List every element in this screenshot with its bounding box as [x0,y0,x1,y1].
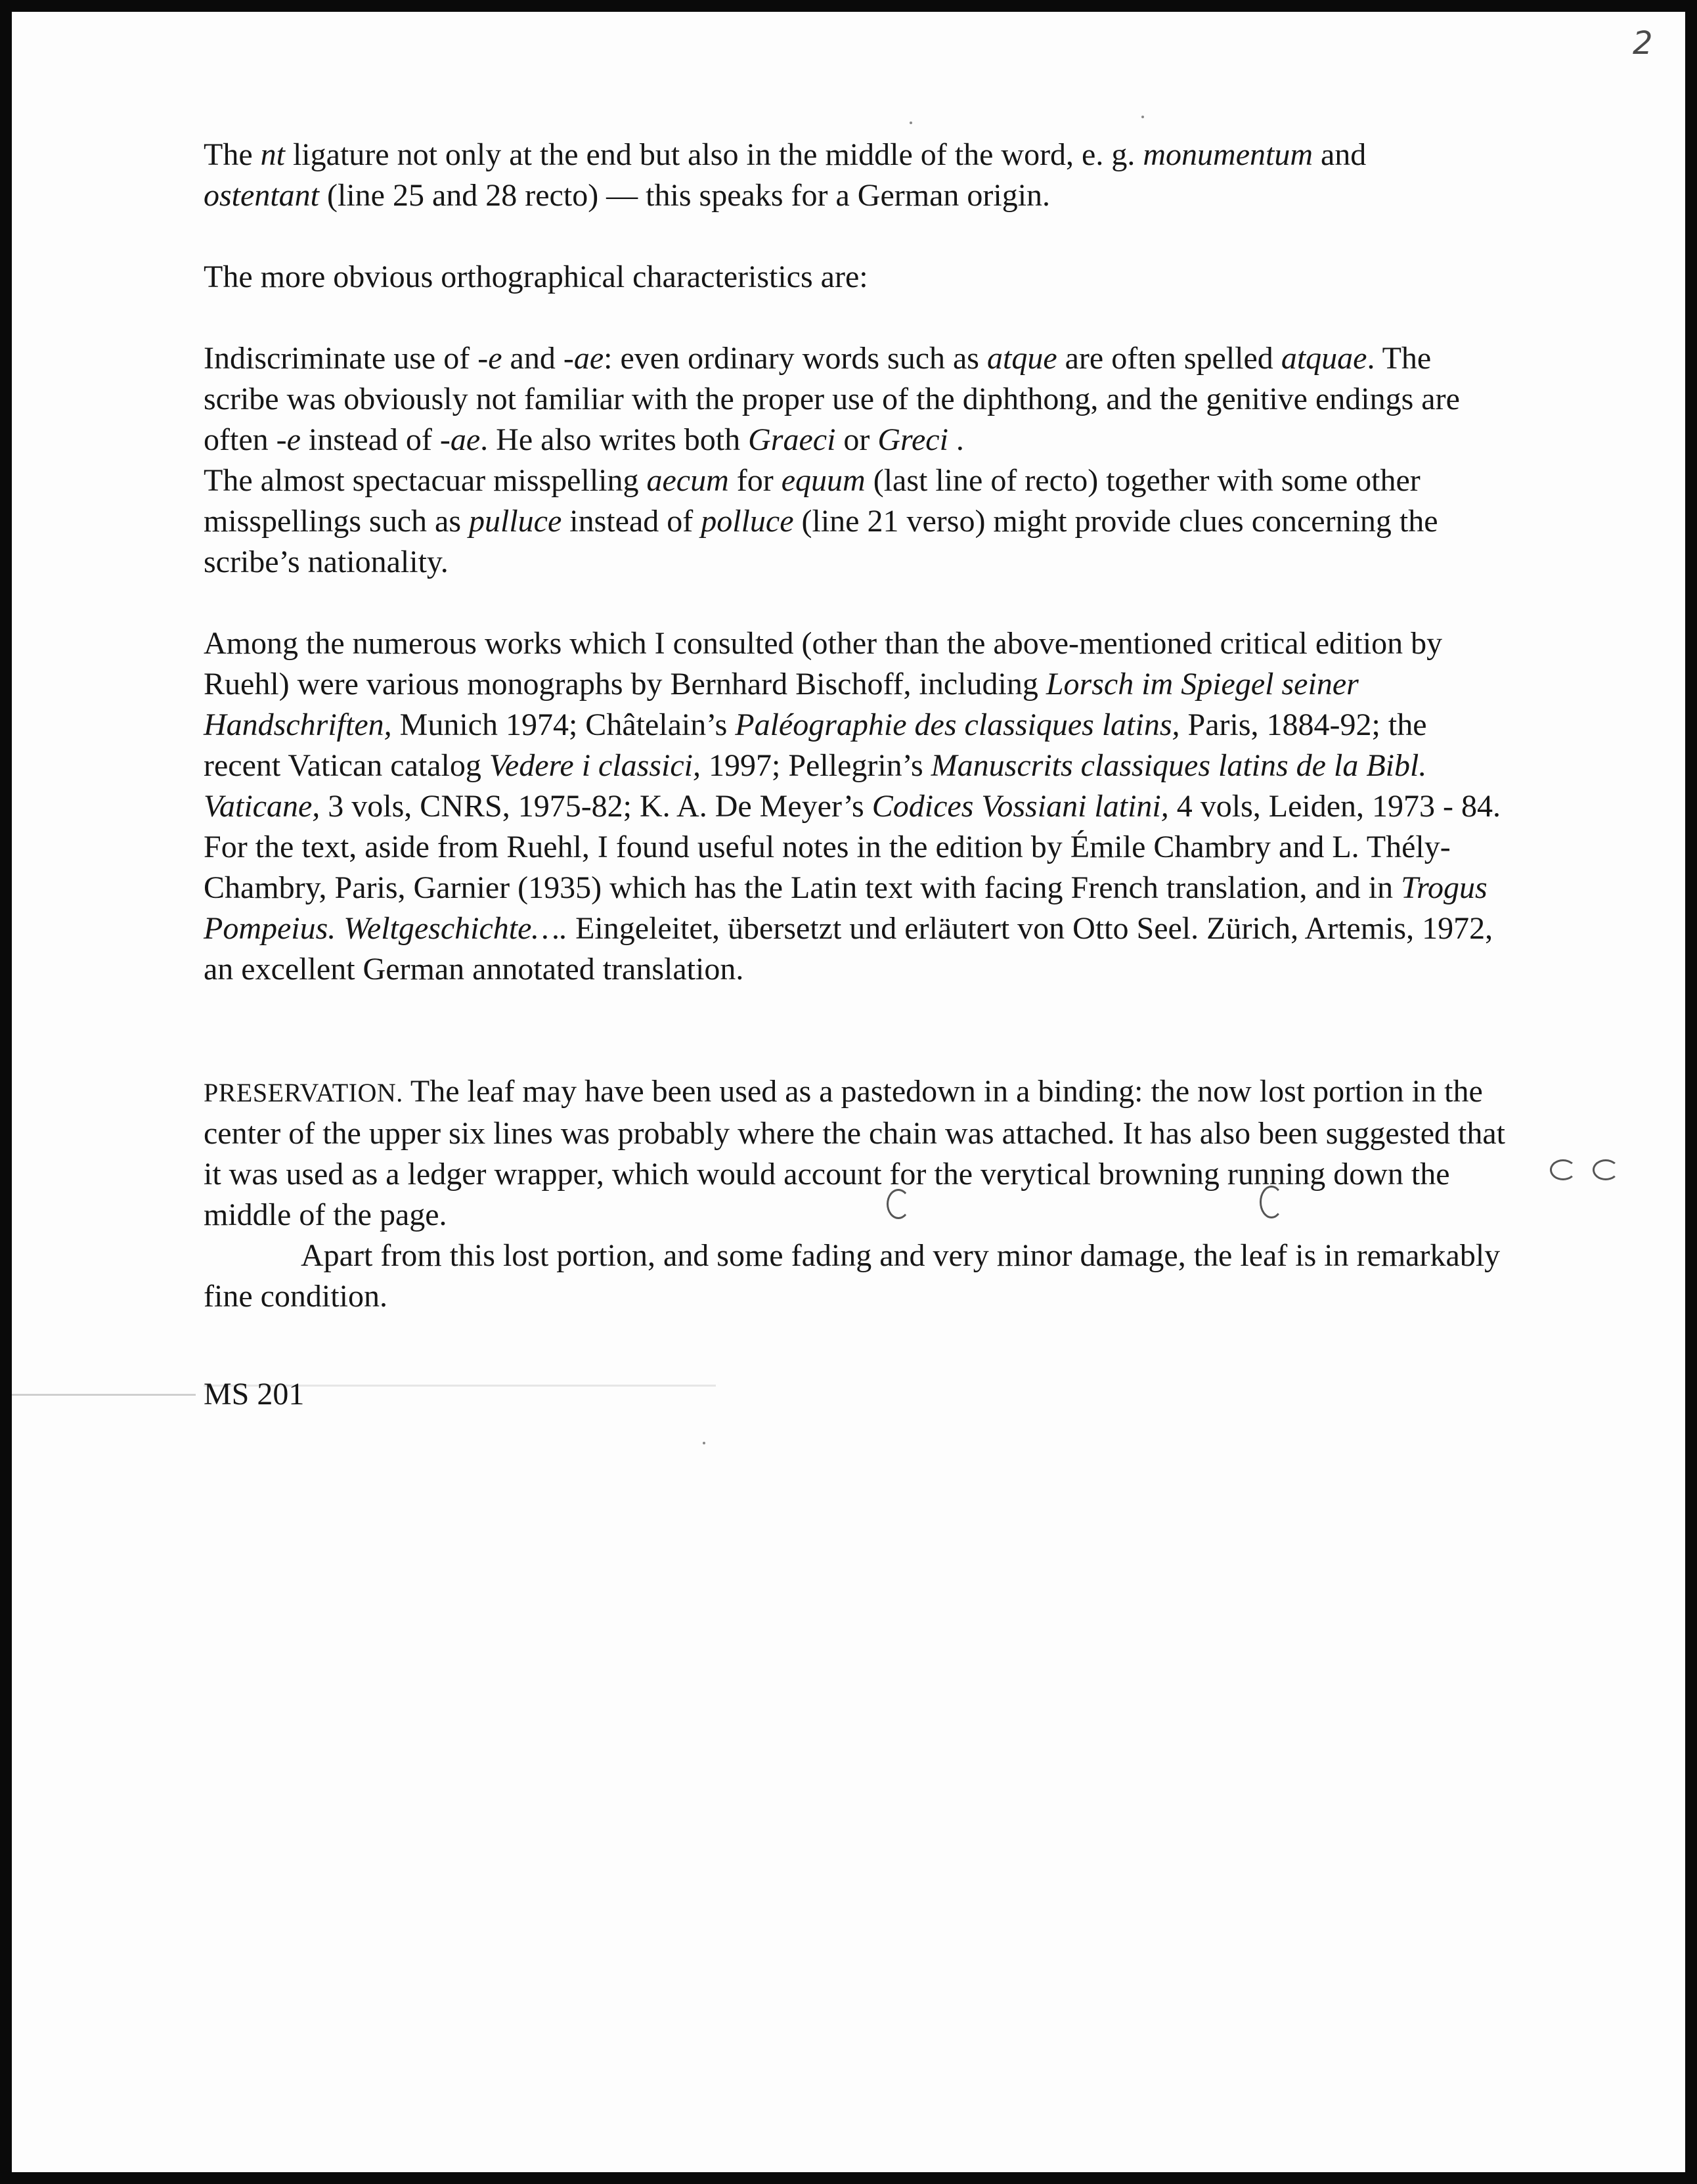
text-run: 1997; Pellegrin’s [701,748,931,783]
italic-term: Greci [877,422,948,457]
italic-term: pulluce [469,504,562,539]
italic-term: Graeci [748,422,836,457]
scan-speck [1141,116,1144,118]
italic-term: monumentum [1143,137,1313,172]
text-run: . [948,422,964,457]
book-title: Manuscrits classiques latins de la Bibl. Vaticane, [204,748,1427,824]
text-run: (line 21 verso) might provide clues concerning the scribe’s nationality. [204,504,1438,579]
italic-term: polluce [701,504,794,539]
book-title: Trogus Pompeius. Weltgeschichte…. [204,870,1488,946]
italic-term: -e [477,341,502,376]
text-run: are often spelled [1057,341,1281,376]
text-run: Paris, 1884-92; the recent Vatican catalog [204,707,1427,783]
italic-term: -e [276,422,301,457]
scan-speck [703,1442,705,1444]
italic-term: equum [781,463,866,498]
italic-term: atque [986,341,1057,376]
book-title: Paléographie des classiques latins, [735,707,1180,742]
section-heading: PRESERVATION. [204,1078,403,1107]
text-run: The almost spectacuar misspelling [204,463,647,498]
italic-term: -ae [439,422,481,457]
text-run: The leaf may have been used as a pastedown in a binding: the now lost portion in the center of the upper six lines was probably where the chain was attached. It has also been suggested that it was used as a ledger wrapper, which would account for the verytical browning running down the middle of the page. [204,1074,1505,1232]
scan-streak [12,1394,196,1396]
text-run: for [728,463,782,498]
text-run: instead of [562,504,701,539]
book-title: Vedere i classici, [489,748,701,783]
text-run: 4 vols, Leiden, 1973 - 84. For the text, aside from Ruehl, I found useful notes in the edition by Émile Chambry and L. Thély-Chambry, Paris, Garnier (1935) which has the Latin text with facing French translation, and in [204,789,1501,905]
document-body [204,135,1510,1317]
text-run: (last line of recto) together with some other misspellings such as [204,463,1421,539]
paragraph-condition: Apart from this lost portion, and some fading and very minor damage, the leaf is in remarkably fine condition. [204,1238,1501,1314]
text-run: . The scribe was obviously not familiar with the proper use of the diphthong, and the genitive endings are often [204,341,1460,457]
text-run: (line 25 and 28 recto) — this speaks for a German origin. [319,178,1051,213]
text-run: Among the numerous works which I consulted (other than the above-mentioned critical edition by Ruehl) were various monographs by Bernhard Bischoff, including [204,626,1443,702]
paragraph-indiscriminate-use [204,338,1510,460]
text-run: : even ordinary words such as [604,341,987,376]
text-run: ligature not only at the end but also in the middle of the word, e. g. [284,137,1143,172]
book-title: Codices Vossiani latini, [871,789,1169,824]
paragraph-ligature [204,135,1510,216]
text-run: Munich 1974; Châtelain’s [391,707,736,742]
book-title: Lorsch im Spiegel seiner Handschriften, [204,667,1359,742]
italic-term: aecum [646,463,729,498]
italic-term: nt [260,137,285,172]
paragraph-works-consulted [204,623,1510,990]
proof-mark-icon [1593,1159,1619,1180]
text-run: instead of [300,422,440,457]
proof-mark-icon [1550,1159,1576,1180]
text-run: . He also writes both [480,422,749,457]
text-run: Indiscriminate use of [204,341,478,376]
scan-speck [910,122,912,124]
paragraph-preservation [204,1071,1510,1236]
page-number: 2 [1633,25,1653,62]
text-run: The [204,137,261,172]
text-run: 3 vols, CNRS, 1975-82; K. A. De Meyer’s [320,789,872,824]
paragraph-orthography-intro: The more obvious orthographical characteristics are: [204,259,868,294]
italic-term: -ae [563,341,604,376]
shelfmark: MS 201 [204,1377,305,1412]
italic-term: ostentant [204,178,319,213]
italic-term: atquae [1281,341,1367,376]
text-run: Eingeleitet, übersetzt und erläutert von Otto Seel. Zürich, Artemis, 1972, an excellent German annotated translation. [204,911,1493,987]
text-run: and [502,341,563,376]
text-run: or [835,422,878,457]
paragraph-misspelling [204,460,1510,583]
text-run: and [1313,137,1367,172]
